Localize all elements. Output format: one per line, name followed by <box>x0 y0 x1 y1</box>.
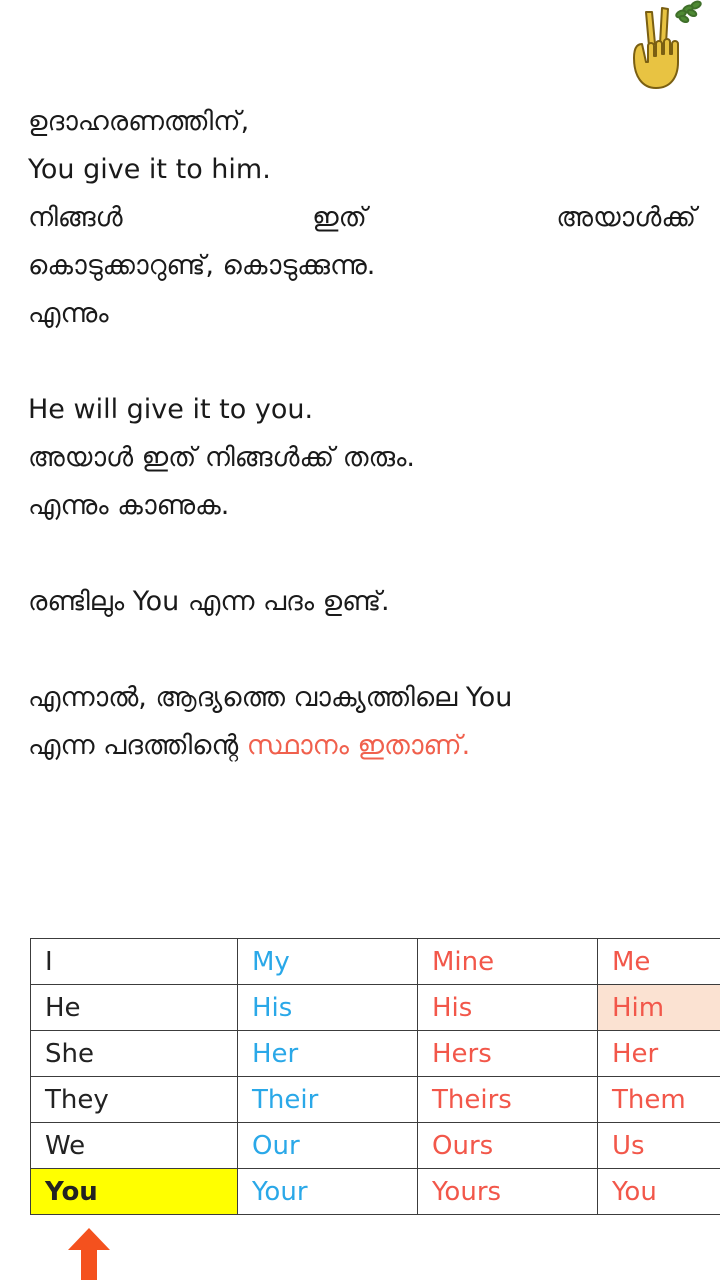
lesson-line: കൊടുക്കാറുണ്ട്, കൊടുക്കുന്നു. <box>28 242 696 290</box>
cell-object: Us <box>598 1123 720 1169</box>
lesson-line-english: He will give it to you. <box>28 386 696 434</box>
cell-possessive-adjective: My <box>238 939 418 985</box>
lesson-line: ഉദാഹരണത്തിന്, <box>28 98 696 146</box>
cell-possessive-pronoun: Mine <box>418 939 598 985</box>
paragraph-spacer <box>28 530 696 578</box>
cell-possessive-adjective: Our <box>238 1123 418 1169</box>
cell-subject: We <box>31 1123 238 1169</box>
lesson-line: എന്നും കാണുക. <box>28 482 696 530</box>
lesson-line-prefix: എന്ന പദത്തിന്റെ <box>28 730 247 761</box>
lesson-line-highlighted <box>28 722 696 770</box>
table-row <box>31 939 720 985</box>
cell-possessive-pronoun: Ours <box>418 1123 598 1169</box>
cell-possessive-pronoun: His <box>418 985 598 1031</box>
lesson-line: എന്നും <box>28 290 696 338</box>
cell-object: Her <box>598 1031 720 1077</box>
lesson-line: നിങ്ങൾ ഇത് അയാൾക്ക് <box>28 194 696 242</box>
brand-logo <box>608 0 704 96</box>
cell-possessive-adjective: Their <box>238 1077 418 1123</box>
cell-possessive-pronoun: Theirs <box>418 1077 598 1123</box>
cell-subject: They <box>31 1077 238 1123</box>
cell-possessive-pronoun: Yours <box>418 1169 598 1215</box>
cell-possessive-adjective: Her <box>238 1031 418 1077</box>
lesson-line: അയാൾ ഇത് നിങ്ങൾക്ക് തരും. <box>28 434 696 482</box>
up-arrow-icon <box>66 1228 112 1280</box>
paragraph-spacer <box>28 338 696 386</box>
cell-object-him-highlighted: Him <box>598 985 720 1031</box>
table-row <box>31 1123 720 1169</box>
table-row <box>31 1077 720 1123</box>
pronoun-table <box>30 938 720 1215</box>
cell-possessive-pronoun: Hers <box>418 1031 598 1077</box>
lesson-text <box>28 98 696 770</box>
lesson-line-emphasis: സ്ഥാനം ഇതാണ്. <box>247 730 470 761</box>
lesson-line-english: You give it to him. <box>28 146 696 194</box>
lesson-line: എന്നാൽ, ആദ്യത്തെ വാക്യത്തിലെ You <box>28 674 696 722</box>
table-row <box>31 1031 720 1077</box>
cell-subject: He <box>31 985 238 1031</box>
cell-possessive-adjective: Your <box>238 1169 418 1215</box>
cell-subject: I <box>31 939 238 985</box>
table-row <box>31 985 720 1031</box>
lesson-line: രണ്ടിലും You എന്ന പദം ഉണ്ട്. <box>28 578 696 626</box>
cell-subject-you-highlighted: You <box>31 1169 238 1215</box>
cell-object: Me <box>598 939 720 985</box>
cell-object: Them <box>598 1077 720 1123</box>
table-row <box>31 1169 720 1215</box>
cell-possessive-adjective: His <box>238 985 418 1031</box>
cell-subject: She <box>31 1031 238 1077</box>
paragraph-spacer <box>28 626 696 674</box>
cell-object: You <box>598 1169 720 1215</box>
